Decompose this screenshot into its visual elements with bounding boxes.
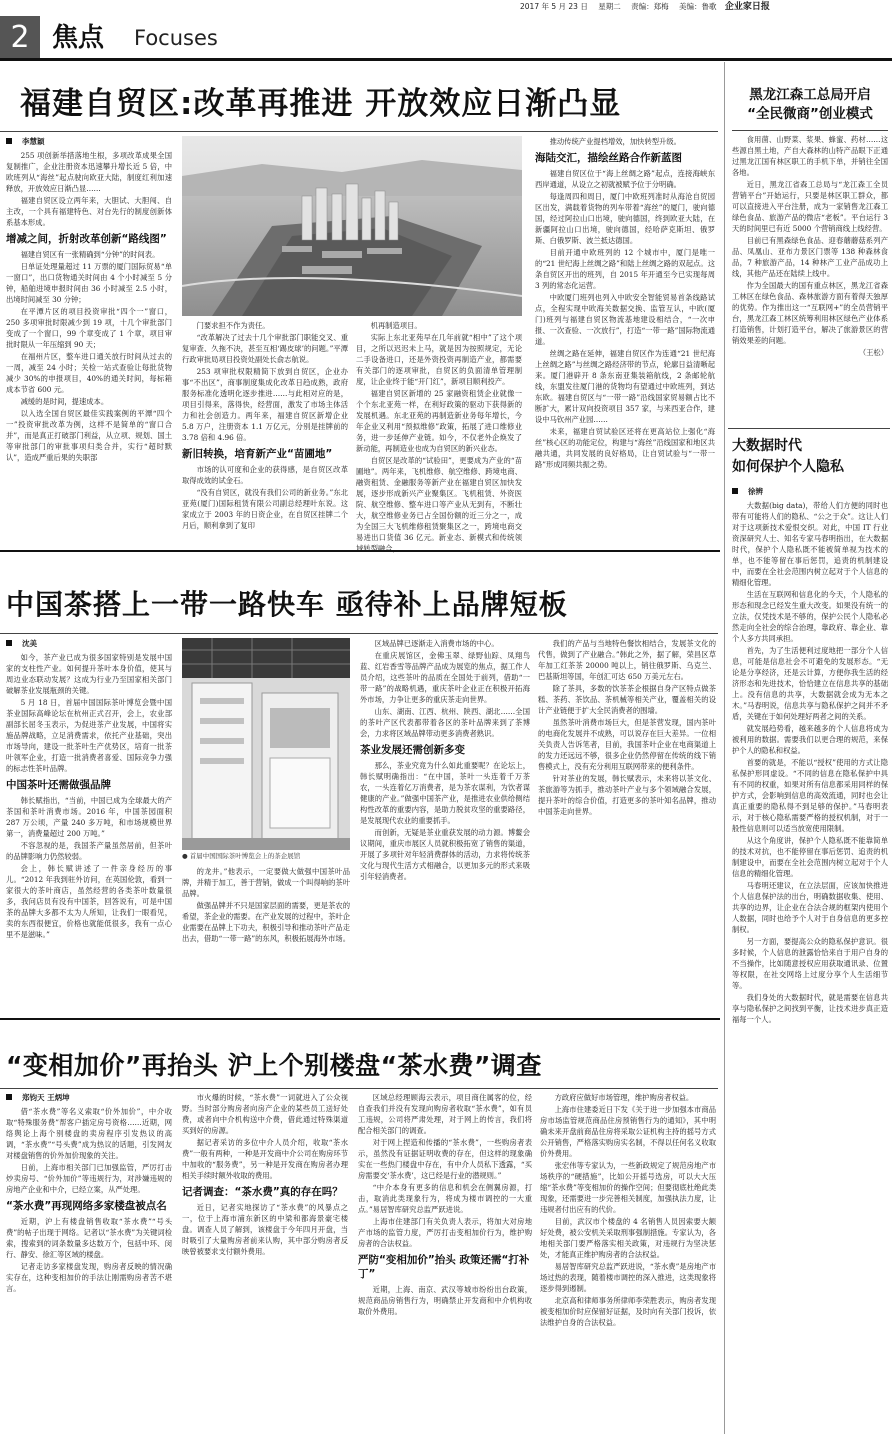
article-fujian-col3: 机再制造项目。 实际上东北亚苑早在几年前就“相中”了这个项目，之所以迟迟未上马，就是因为按照规定，无论二手设备进口，还是外资投资再制造产业，都需要有关部门的逐项审批，自贸区的负面清单管理制度，让企业终于能“开门红”，新项目顺利投产。 福建自贸区新增的 25 家融资租赁企业就像一个个东北亚苑一样，在利好政策的驱动下获得新的发展机遇。东北亚苑的再制造新业务每年增长，今年企业又利用“预拟维修”政策，拓展了进口维修业务，进一步延伸产业链。如今，不仅老外企焕发了新动能，再制造业也成为自贸区的新兴业态。 自贸区是改革的“试验田”，更要成为产业的“苗圃地”。两年来，飞机维修、航空维修、跨境电商、融资租赁、金融服务等新产业在福建自贸区加快发展，逐步形成新兴产业聚集区。飞机租赁、外资医院、航空维修、整车进口等产业从无到有，不断壮大，航空维修业务已占全国份额的近三分之一，成为全国三大飞机维修租赁聚集区之一，跨境电商交易进出口货值 36 亿元。新业态、新模式和传统领域转型融合， [356, 321, 522, 553]
article-tea-col2: 的龙井。”他表示，一定要做大做强中国茶叶品牌，并精于加工，善于营销，做成一个叫得响的茶叶品牌。 做强品牌并不只是国家层面的需要，更是茶农的希望，茶企业的需要。在产业发展的过程中，茶叶企业需要在品牌上下功夫，积极引导和推动茶叶产品走出去，借助“一带一路”的东风，积极拓展海外市场。 [182, 867, 350, 943]
article-tea-fee-col3: 区域总经理顾海云表示，项目商住属客的位，经自查我们并没有发现向购房者收取“茶水费”，如有员工违规，公司将严肃处理，对于网上的传言，我们将配合相关部门的调查。 对于网上捏造和传播的“茶水费”，一些购房者表示，虽然没有证据证明收费的存在，但这样的现象确实在一些热门楼盘中存在，有中介人员私下透露，“买房需要交‘茶水费’，这已经是行业的潜规则。” “中介本身有更多的信息和机会在侧翼房源，打击，取消此类现象行为，将成为楼市调控的一大重点。”易居智库研究总监严跃进说。 上海市住建部门有关负责人表示，将加大对房地产市场的监管力度，严厉打击变相加价行为，维护购房者的合法权益。 严防“变相加价”抬头 政策还需“打补丁” 近期，上海、南京、武汉等城市纷纷出台政策，规范商品房销售行为，明确禁止开发商和中介机构收取价外费用。 [358, 1093, 532, 1316]
sidebar-headline: 黑龙江森工总局开启 “全民微商”创业模式 [747, 87, 873, 122]
article-tea-col4: 我们的产品与当地特色餐饮相结合，发展茶文化的代售，做到了产业融合。”韩此之外，据了解，荣昌区草年加工红茶茶 20000 吨以上，销往俄罗斯、乌克兰、巴基斯坦等国，年创汇可达 650 万美元左右。 除了茶具，多数的饮茶茶企根据自身产区特点做茶糕、茶药、茶饮品、茶机械等相关产业，覆盖相关的设计产业链便于扩大全民消费者的围墙。 虽然茶叶消费市场巨大，但是茶营发现，国内茶叶的电商化发展并不成熟，可以说存在巨大差异。一位相关负责人告诉笔者，目前，我国茶叶企业在电商渠道上的发力还远远不够，很多企业仍然停留在传统的线下销售模式上，没有充分利用互联网带来的便利条件。 针对茶业的发展，韩长赋表示，未来将以茶文化、茶旅游等为抓手，推动茶叶产业与多个领域融合发展，提升茶叶的综合价值，打造更多的茶叶知名品牌，推动中国茶走向世界。 [538, 639, 716, 816]
section-title-cn: 焦点 [52, 23, 105, 53]
tea-expo-booth-photo [182, 638, 350, 850]
aerial-city-photo [182, 136, 522, 316]
article-fujian-photo [182, 136, 522, 316]
article-tea-fee-headline: “变相加价”再抬头 沪上个别楼盘“茶水费”调查 [6, 1051, 542, 1080]
article-tea-col1: 沈美 如今，茶产业已成为很多国家特别是发展中国家的支柱性产业。如何提升茶叶本身价值，使其与周边业态联动发展？这成为行业乃至国家相关部门破解茶业发展瓶颈的关键。 5 月 18 日，首届中国国际茶叶博览会暨中国茶业国际高峰论坛在杭州正式召开，会上，农业部副部长屈冬玉表示，为促进茶产业发展，中国将实施品牌战略，立足消费需求，依托产业基础，突出市场导向，建设一批茶叶生产优势区，培育一批茶叶领军企业，打造一批消费者喜爱、国际竞争力强的标志性茶叶品牌。 中国茶叶还需做强品牌 韩长赋指出，“当前，中国已成为全球最大的产茶国和茶叶消费市场。2016 年，中国茶园面积 287 万公顷，产量 240 多万吨，和市场规模世界第一，消费量超过 200 万吨。” 不容忽视的是，我国茶产量虽然居前，但茶叶的品牌影响力仍然较弱。 会上，韩长赋讲述了一件亲身经历的事儿。“2012 年我到驻外访问，在英国伦敦，看到一家很大的茶叶商店，虽然经营的各类茶叶数量很多，我问店员有没有中国茶，回答说有，可是中国茶的品牌大多都不太为人所知，让我们一眼看见，卖的东西很便宜，价格也就能低很多，我有一点心里不是滋味。” [6, 639, 172, 939]
page-number-box [0, 16, 40, 60]
article-tea-fee-col1: 郑钧天 王炳坤 借“茶水费”等名义索取“价外加价”，中介收取“特殊服务费”帮客户插定房号资格……近期，网络舆论上海个别楼盘的卖房程序引发热议的高调，“茶水费”“号头费”成为热议的话题，引发网友对楼盘销售的价外加价现象的关注。 日前，上海市相关部门已加强监管，严厉打击炒卖房号、“价外加价”等违规行为，对涉嫌违规的房地产企业和中介，已经立案，从严处理。 “茶水费”再现网络多家楼盘被点名 近期，沪上有楼盘销售收取“茶水费”“号头费”的帖子出现于网络。记者以“茶水费”为关键词检索，搜索到的词条数量多达数万个，包括中环、闵行、静安、徐汇等区域的楼盘。 记者走访多家楼盘发现，购房者反映的情况确实存在，这种变相加价的手法让刚需购房者苦不堪言。 [6, 1093, 172, 1293]
article-tea-headline: 中国茶搭上一带一路快车 亟待补上品牌短板 [6, 588, 568, 621]
subheading: 增减之间，折射改革创新“路线图” [6, 233, 167, 245]
sidebar-forestry-article: 黑龙江森工总局开启 “全民微商”创业模式 食用菌、山野菜、浆果、蜂蜜、药材……这些源自黑土地，产自大森林的山特产品眼下正通过黑龙江国有林区职工的手机下单，并销往全国各地。 近日，黑龙江省森工总局与“龙江森工全员营销平台”开始运行，只要是林区职工群众，都可以直接进入平台注册，成为一家销售龙江森工绿色食品、旅游产品的微店“老板”。平台运行 3 天的时间里已有近 5000 个营销商线上线经营。 目前已有黑森绿色食品、迎春蘑蘑菇系列产品、凤凰山、亚布力景区门票等 138 种森林食品，7 种旅游产品，14 种林产工业产品成功上线，其他产品还在陆续上线中。 作为全国最大的国有重点林区，黑龙江省森工林区在绿色食品、森林旅游方面有着得天独厚的优势。作为推出这一“互联网+”的全员营销平台，黑龙江森工林区统筹利用林区绿色产业体系打造销售，计划打造平台，解决了旅游景区的营销效果差的问题。 （王松） [732, 87, 888, 357]
article-byline: 沈美 [6, 638, 172, 650]
sidebar-divider [724, 62, 725, 1434]
subheading: 严防“变相加价”抬头 政策还需“打补丁” [358, 1254, 530, 1280]
subheading: 茶业发展还需创新多变 [360, 744, 465, 756]
article-tea-fee-col4: 方政府应做好市场管理，维护购房者权益。 上海市住建委近日下发《关于进一步加强本市商品房市场监管规范商品住房预销售行为的通知》，其中明确未来开盘前商品住房将采取公证机构主持的摇号方式公开销售，严格落实购房实名制，不得以任何名义收取价外费用。 张宏伟等专家认为，一些新政规定了规范房地产市场秩序的“硬措施”，比如公开摇号选房，可以大大压缩“茶水费”等变相加价的操作空间；但要彻底杜绝此类现象，还需要进一步完善相关制度，加强执法力度，让违规者付出应有的代价。 目前，武汉市个楼盘的 4 名销售人员因索要大额好处费，被公安机关采取刑事强制措施。专家认为，各地相关部门要严格落实相关政策，对违规行为坚决惩处，才能真正维护购房者的合法权益。 易居智库研究总监严跃进说，“茶水费”是房地产市场过热的表现，随着楼市调控的深入推进，这类现象将逐步得到遏制。 北京高和律师事务所律师李荣胜表示，购房者发现被变相加价时应保留好证据，及时向有关部门投诉，依法维护自身的合法权益。 [540, 1093, 716, 1327]
header-rule [0, 58, 892, 61]
page-date-line [520, 1, 890, 13]
article-fujian-col4: 推动传统产业提档增效，加快转型升级。 海陆交汇，描绘丝路合作新蓝图 福建自贸区位于“海上丝绸之路”起点，连接海峡东西岸通道，从设立之初就被赋予位于分明确。 每逢周四和周日，厦门中欧班列准时从海沧自贸园区出发，满载着货物的列车带着“海丝”的厦门，驶向德国，经过阿拉山口出境，驶向德国，终到欧亚大陆，在新疆阿拉山口出境，驶向德国，经哈萨克斯坦、俄罗斯、白俄罗斯、波兰抵达德国。 目前开通中欧班列的 12 个城市中，厦门是唯一的“21 世纪海上丝绸之路”和陆上丝绸之路的双起点。这条自贸区开出的班列，自 2015 年开通至今已实现每周 3 列的常态化运营。 中欧厦门班列也列入中欧安全智能贸易首条线路试点，全程实现中欧海关数据交换、监管互认，中欧(厦门)班列与福建自贸区物流基地建设相结合，“一次申报、一次查验、一次放行”，打造“一带一路”国际物流通道。 丝绸之路在延伸，福建自贸区作为连通“21 世纪海上丝绸之路”与丝绸之路经济带的节点，轮廓日益清晰起来。厦门港辟开 8 条东南亚集装箱航线，2 条邮轮航线，东盟发往厦门港的货物均有望通过中欧班列，到达东欧。福建自贸区与“一带一路”沿线国家贸易额占比不断扩大，累计双向投资项目 357 家，与来西亚合作，建设中马钦州产业园…… 未来，福建自贸试验区还将在更高站位上强化“海丝”核心区的功能定位，构建与“海丝”沿线国家和地区共融共通，共同发展的良好格局，让自贸试验与“一带一路”形成同频共振之势。 [535, 137, 715, 469]
header-paper-name: 企业家日报 [724, 2, 770, 12]
article-fujian-col2: 门要求担不作为责任。 “改革解决了过去十几个审批部门职能交叉、重复审查、久拖不决，甚至互相‘踢皮球’的问题。”平潭行政审批局项目投资处副处长俞志航说。 253 项审批权限精简下放到自贸区，企业办事“不出区”，商事制度集成化改革日趋成熟，政府服务标准化透明化逐步推进……与此相对应的是，项目引得来，落得快，经营面，激发了市场主体活力和社会创造力。两年来，福建自贸区新增企业 5.8 万户，注册资本 1.1 万亿元，分别是挂牌前的 3.78 倍和 4.96 倍。 新旧转换，培育新产业“苗圃地” 市场的认可度和企业的获得感，是自贸区改革取得成效的试金石。 “没有自贸区，就没有我们公司的新业务。”东北亚苑(厦门)国际租赁有限公司副总经理叶东说。这家成立于 2003 年的日资企业，在自贸区挂牌二个月后，顺利拿到了复印 [182, 321, 348, 530]
header-weekday: 星期二 [598, 2, 621, 11]
sidebar-bigdata-article: 大数据时代 如何保护个人隐私 徐辨 大数据(big data)，带给人们方便的同时也带有可能将人们的隐私、“公之于众”。这让人们对于这项新技术爱恨交织。对此，中国 IT 行业资深研究人士、知名专家马春明指出，在大数据时代，保护个人隐私既不能被简单视为技术的单，也不能等留在事后惩罚，追责的机制建设中，而要在全社会范围内树立起对于个人信息的精细化管理。 生活在互联网和信息化的今天，个人隐私的形态和现念已经发生重大改变。如果没有统一的立法，仅凭技术是不够的，保护公民个人隐私必然走向全社会的综合治理，靠政府、靠企业、靠个人多方共同承担。 首先，为了生活便利过度地把一部分个人信息，可能是信息社会不可避免的发展形态。“无论是分享经济，还是云计算，方便你我生活的经济形态和先进技术，恰恰建立在信息共享的基础上。没有信息的共享，大数据就会成为无本之木。”马春明说，信息共享与隐私保护之间并不矛盾，关键在于如何处理好两者之间的关系。 就发展趋势看，越来越多的个人信息将成为被利用的数据。需要我们以更合理的规范，来保护个人的隐私和权益。 首要的就是，不能以“授权”使用的方式让隐私保护形同虚设。“不同的信息在隐私保护中具有不同的权重，如果对所有信息都采用同样的保护方式，会影响到信息的高效流通，同时也会让真正重要的隐私得不到足够的保护。”马春明表示，对于核心隐私需要严格的授权机制，对于一般性信息则可以适当放宽使用限制。 从这个角度讲，保护个人隐私既不能靠简单的技术对抗，也不能停留在事后惩罚、追责的机制建设中，而要在全社会范围内树立起对于个人信息的精细化管理。 马春明还建议，在立法层面，应该加快推进个人信息保护法的出台，明确数据收集、使用、共享的边界，让企业在合法合规的框架内使用个人数据，同时也给予个人对于自身信息的更多控制权。 另一方面，要提高公众的隐私保护意识。很多时候，个人信息的泄露恰恰来自于用户自身的不当操作，比如随意授权应用获取通讯录、位置等权限，在社交网络上过度分享个人生活细节等。 我们身处的大数据时代，就是需要在信息共享与隐私保护之间找到平衡，让技术进步真正造福每一个人。 [732, 438, 888, 1024]
article-byline: 郑钧天 王炳坤 [6, 1092, 172, 1104]
header-designer: 美编：鲁歌 [679, 2, 717, 11]
article-tea-fee-col2: 市火爆的时候，“茶水费”一词就进入了公众视野。当时部分购房者向房产企业的某些员工送好处费，或者向中介机构送中介费，借此通过特殊渠道买到好的房源。 据记者采访的多位中介人员介绍，收取“茶水费”一般有两种，一种是开发商中介公司在购房环节中加收的“服务费”，另一种是开发商在购房者办理相关手续时额外收取的费用。 记者调查：“茶水费”真的存在吗？ 近日，记者实地探访了“茶水费”的风暴点之一，位于上海市浦东新区的中梁和都海景豪宅楼盘。调查人员了解到，该楼盘于今年四月开盘，当时吸引了大量购房者前来认购，其中部分购房者反映曾被要求支付额外费用。 [182, 1093, 348, 1256]
article-byline: 李慧颖 [6, 136, 172, 148]
header-date: 2017 年 5 月 23 日 [520, 2, 588, 11]
subheading: 记者调查：“茶水费”真的存在吗？ [182, 1186, 343, 1198]
article-fujian-ftz-headline: 福建自贸区:改革再推进 开放效应日渐凸显 [20, 86, 622, 122]
sidebar-credit: （王松） [858, 348, 888, 357]
subheading: “茶水费”再现网络多家楼盘被点名 [6, 1200, 167, 1212]
sidebar-byline: 徐辨 [732, 486, 888, 498]
section-title-en: Focuses [134, 26, 218, 50]
tea-photo-caption: ● 首届中国国际茶叶博览会上的茶企展馆 [182, 852, 301, 860]
page-number: 2 [10, 20, 30, 55]
sidebar-headline: 大数据时代 如何保护个人隐私 [732, 438, 844, 475]
subheading: 新旧转换，培育新产业“苗圃地” [182, 448, 333, 460]
subheading: 海陆交汇，描绘丝路合作新蓝图 [535, 152, 682, 164]
article-tea-col3: 区域品牌已逐渐走入消费市场的中心。 在重庆展馆区，金佛玉翠、绿野仙踪、凤翔鸟蓝、红岩香雪等品牌产品成为展览的焦点，据工作人员介绍，这些茶叶的品质在全国处于前列，借助“一带一路”的战略机遇，重庆茶叶企业正在积极开拓海外市场，力争让更多的重庆茶走向世界。 山东、湖南、江西、杭州、陕西、湖北……全国的茶叶产区代表都带着各区的茶叶品牌来到了茶博会，力求将区域品牌带动更多消费者熟识。 茶业发展还需创新多变 那么，茶业究竟为什么如此重要呢？在论坛上，韩长赋明确指出：“在中国，茶叶一头连着千万茶农，一头连着亿万消费者，是为茶农谋利，为饮者谋健康的产业。”做强中国茶产业，是推进农业供给侧结构性改革的重要内容，是助力脱贫攻坚的重要路径，是发展现代农业的重要抓手。 而创新，无疑是茶业重获发展的动力源。博鳌会议期间，重庆市展区人员就积极拓宽了销售的渠道，开展了多项针对年轻消费群体的活动，力求将传统茶文化与现代生活方式相融合，以更加多元的形式来吸引年轻消费者。 [360, 639, 530, 881]
page-header [0, 0, 892, 60]
article-fujian-col1: 李慧颖 255 项创新举措落地生根，多项改革成果全国复制推广，企业注册资本迅速攀升增长近 5 倍，中欧班列从“海丝”起点驶向欧亚大陆，制度红利加速释放，开放效应日渐凸显…… 福建自贸区设立两年来，大胆试、大胆闯、自主改，一个具有福建特色、对台先行的制度创新体系基本形成。 增减之间，折射改革创新“路线图” 福建自贸区有一张精确到“分钟”的时间表。 日单证处理量超过 11 万票的厦门国际贸易“单一窗口”，出口货物通关时间由 4 个小时减至 5 分钟，船舶进境申报时间由 36 小时减至 2.5 小时，出境时间减至 30 分钟； 在平潭片区的项目投资审批“四个一”窗口，250 多项审批时限减少到 19 项，十几个审批部门变成了一个窗口，99 个章变成了 1 个章，项目审批时限从一年压缩到 90 天； 在福州片区，整车进口通关放行时间从过去的一周，减至 24 小时；关检一站式查验让每批货物减少 30%的申报项目，40%的通关时间，每标箱成本节省 600 元。 减缓的是时间，提速成本。 以入选全国自贸区最佳实践案例的平潭“四个一”投资审批改革为例，这样不是简单的“窗口合并”，而是真正打破部门利益，从立项、规划、国土等审批部门的审批事项归类合并，实行“超时默认”，造成严重后果的失职部 [6, 137, 172, 462]
headline-underline [0, 131, 718, 132]
subheading: 中国茶叶还需做强品牌 [6, 779, 111, 791]
header-editor: 责编：郑梅 [631, 2, 669, 11]
article-tea-photo [182, 638, 350, 850]
